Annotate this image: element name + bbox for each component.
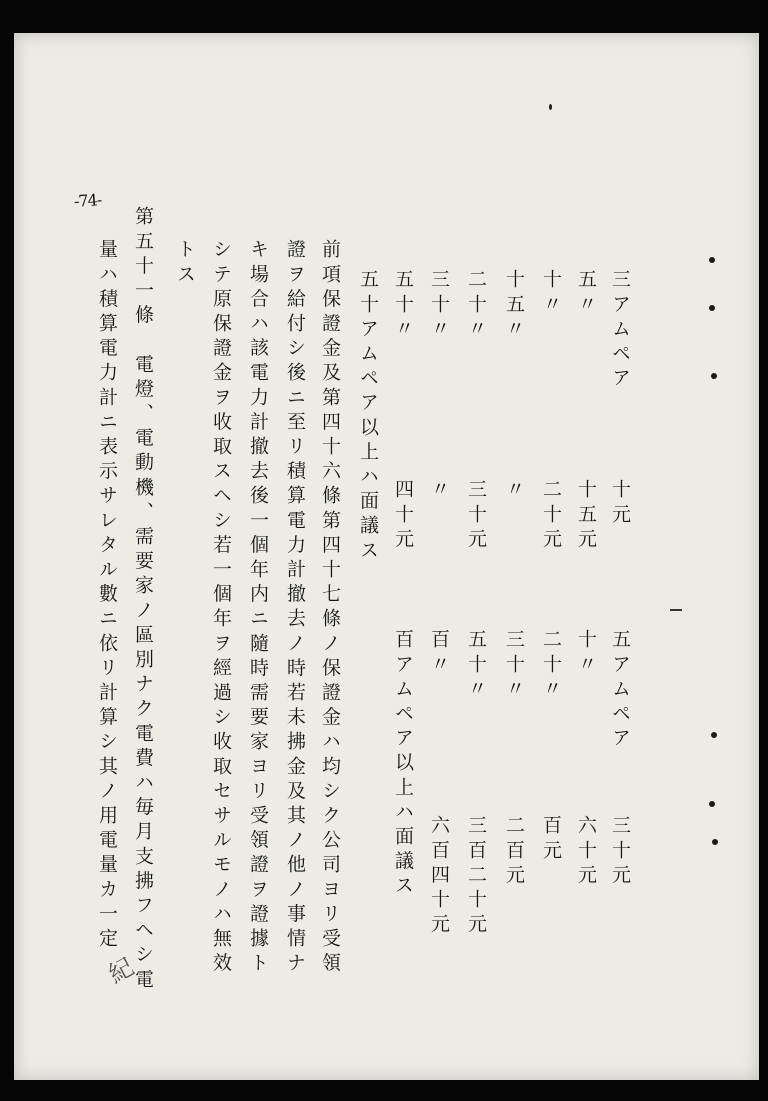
table-bottom-amp-3: 二十〃: [540, 629, 562, 703]
table-bottom-amp-4: 三十〃: [503, 629, 525, 703]
clause-50-note: 五十アムペア以上ハ面議ス: [357, 269, 379, 565]
table-top-rate-2: 十五元: [575, 479, 597, 553]
margin-dot: [709, 257, 715, 263]
page-number: -74-: [73, 190, 102, 211]
body-column-1: 前項保證金及第四十六條第四十七條ノ保證金ハ均シク公司ヨリ受領: [319, 239, 341, 977]
table-top-rate-4: 〃: [503, 479, 525, 504]
table-bottom-rate-3: 百元: [540, 815, 562, 865]
body-column-2: 證ヲ給付シ後ニ至リ積算電力計撤去ノ時若未拂金及其ノ他ノ事情ナ: [284, 239, 306, 977]
margin-dot: [711, 373, 717, 379]
table-bottom-rate-2: 六十元: [575, 815, 597, 889]
table-top-amp-1: 三アムペア: [609, 269, 631, 392]
margin-dash: [670, 609, 682, 611]
table-top-amp-3: 十〃: [540, 269, 562, 319]
margin-dot: [709, 801, 715, 807]
body-column-5: トス: [174, 239, 196, 289]
table-bottom-rate-6: 六百四十元: [428, 815, 450, 938]
body-column-7: 量ハ積算電力計ニ表示サレタル數ニ依リ計算シ其ノ用電量カ一定: [96, 239, 118, 953]
table-bottom-amp-7: 百アムペア以上ハ面議ス: [392, 629, 414, 900]
table-top-rate-7: 四十元: [392, 479, 414, 553]
table-top-amp-4: 十五〃: [503, 269, 525, 343]
margin-dot: [709, 305, 715, 311]
table-top-amp-2: 五〃: [575, 269, 597, 319]
table-top-amp-6: 三十〃: [428, 269, 450, 343]
table-bottom-amp-5: 五十〃: [465, 629, 487, 703]
margin-dot: [711, 732, 717, 738]
table-bottom-amp-2: 十〃: [575, 629, 597, 679]
table-top-rate-5: 三十元: [465, 479, 487, 553]
table-top-rate-1: 十元: [609, 479, 631, 529]
table-top-amp-7: 五十〃: [392, 269, 414, 343]
table-bottom-amp-1: 五アムペア: [609, 629, 631, 752]
table-top-rate-6: 〃: [428, 479, 450, 504]
margin-dot: [549, 104, 552, 110]
body-column-3: キ場合ハ該電力計撤去後一個年内ニ隨時需要家ヨリ受領證ヲ證據ト: [247, 239, 269, 977]
table-top-rate-3: 二十元: [540, 479, 562, 553]
table-bottom-amp-6: 百〃: [428, 629, 450, 679]
table-bottom-rate-5: 三百二十元: [465, 815, 487, 938]
table-bottom-rate-1: 三十元: [609, 815, 631, 889]
table-top-amp-5: 二十〃: [465, 269, 487, 343]
table-bottom-rate-4: 二百元: [503, 815, 525, 889]
document-page: [14, 33, 759, 1080]
margin-dot: [712, 839, 718, 845]
body-column-6: 第五十一條 電燈、電動機、需要家ノ區別ナク電費ハ毎月支拂フヘシ電: [132, 206, 154, 994]
body-column-4: シテ原保證金ヲ收取スヘシ若一個年ヲ經過シ收取セサルモノハ無效: [210, 239, 232, 977]
seal-stamp: 紀: [104, 952, 139, 989]
